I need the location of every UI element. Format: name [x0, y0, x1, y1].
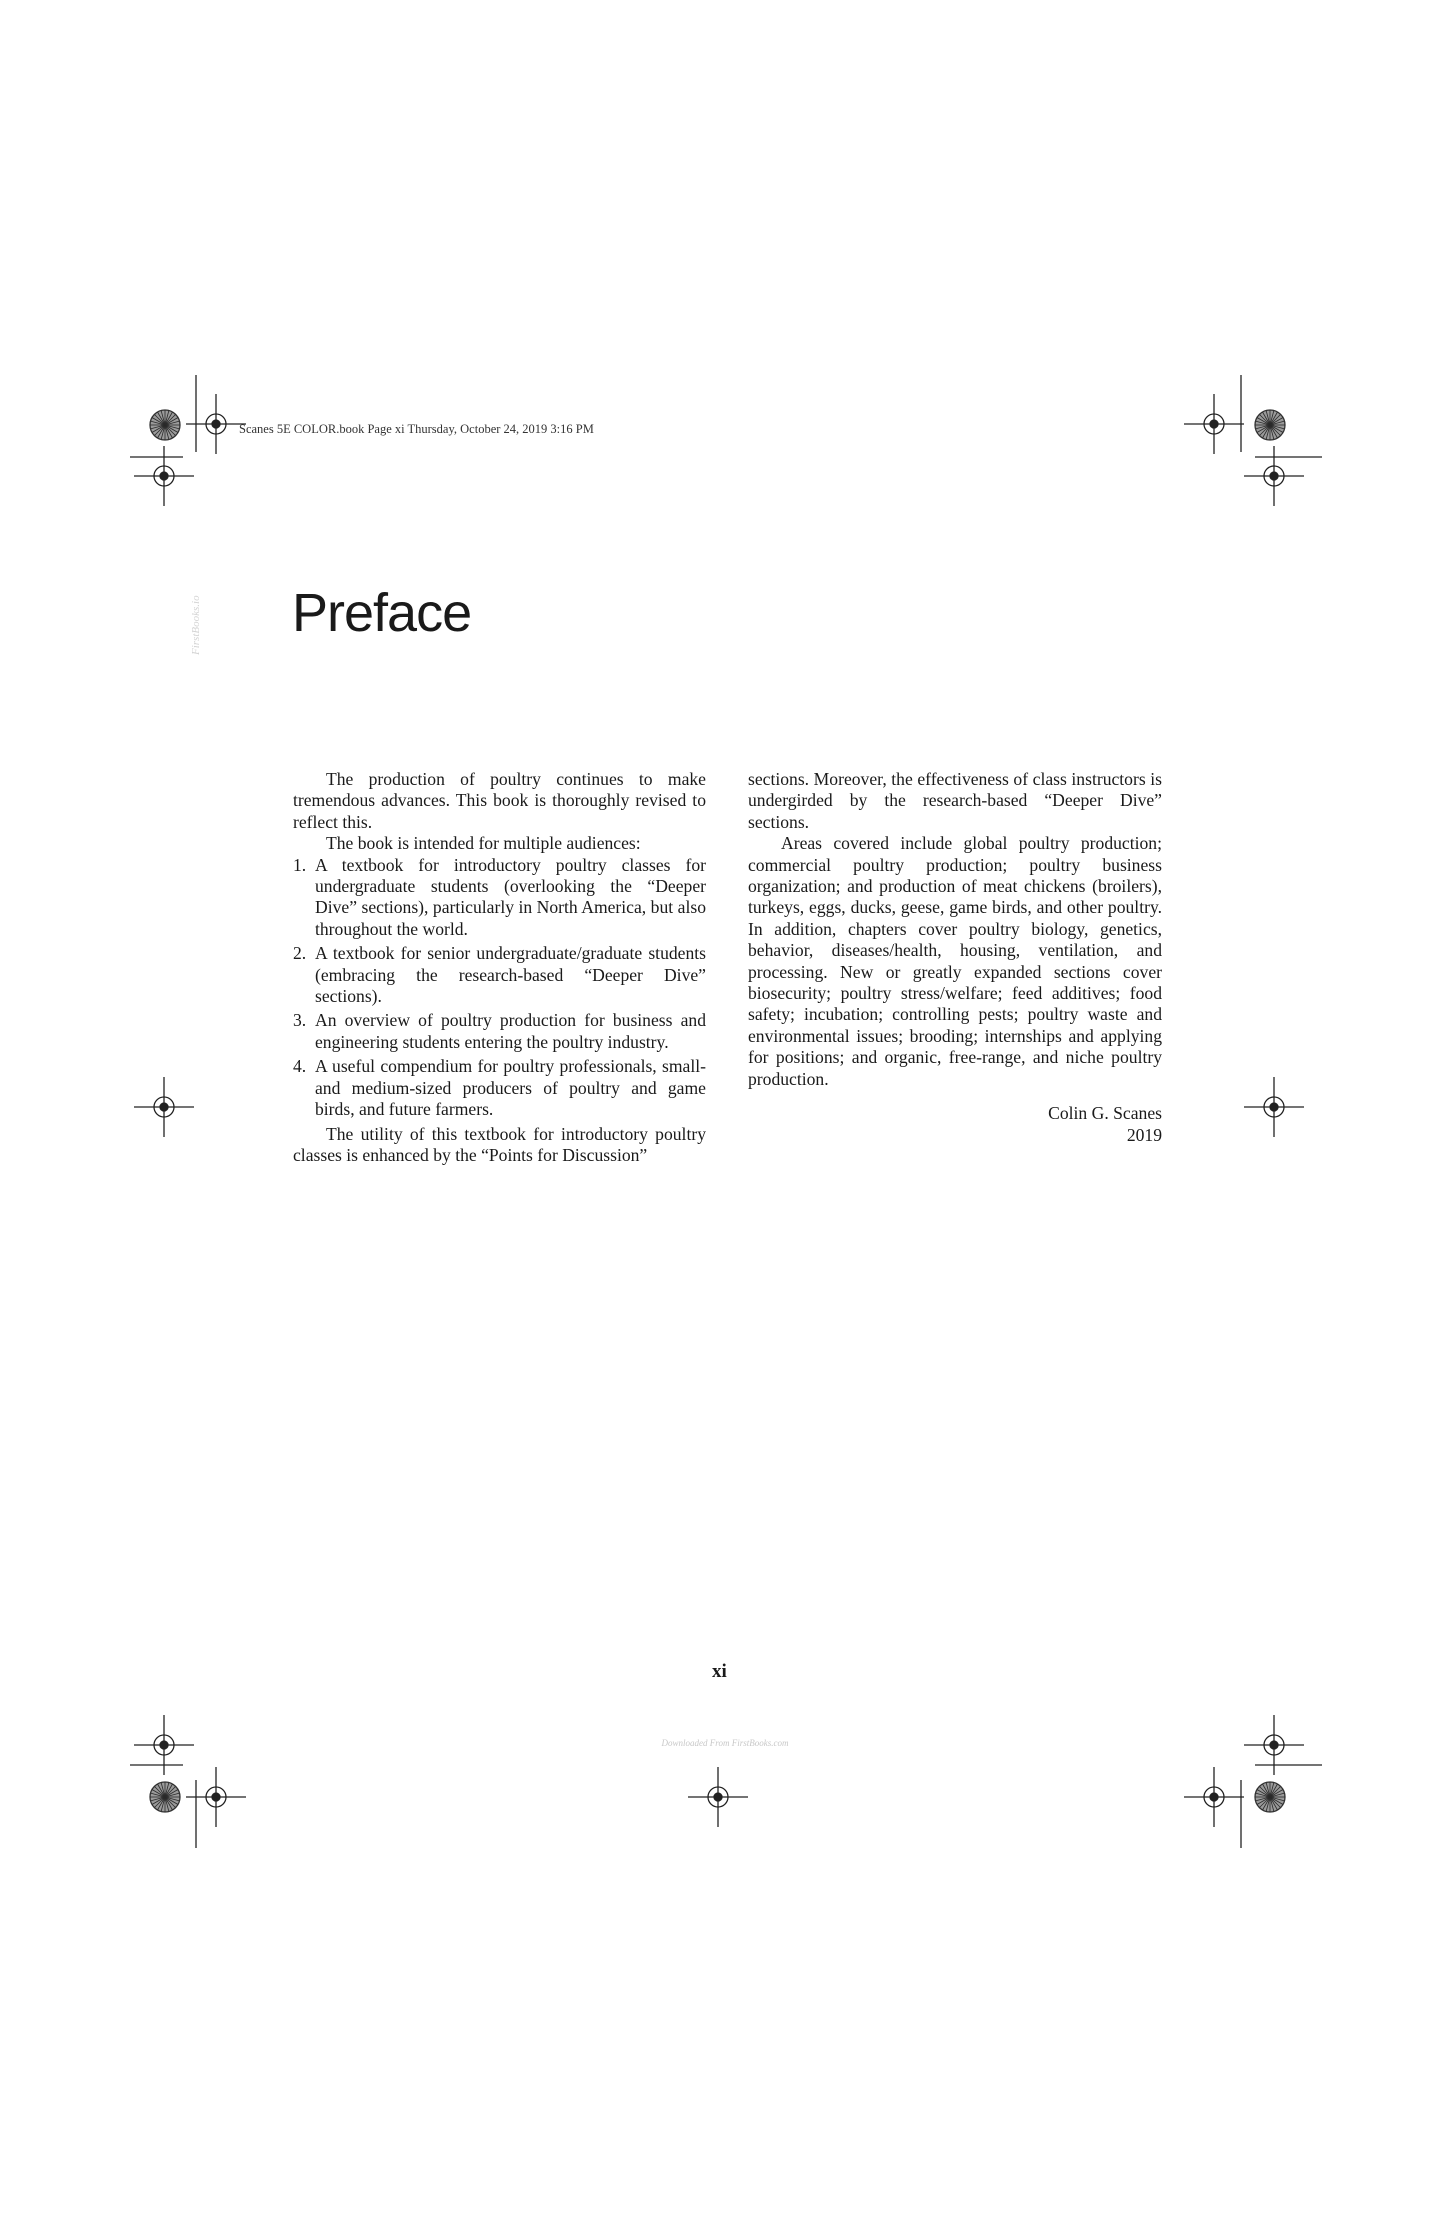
- registration-target-icon: [186, 394, 246, 454]
- continuation-paragraph: sections. Moreover, the effectiveness of class instructors is undergirded by the research-based “Deeper Dive” sections.: [748, 769, 1162, 832]
- registration-target-icon: [1244, 1715, 1304, 1775]
- list-item-number: 4.: [293, 1056, 307, 1077]
- registration-target-icon: [1244, 1077, 1304, 1137]
- slug-line: Scanes 5E COLOR.book Page xi Thursday, October 24, 2019 3:16 PM: [239, 422, 594, 436]
- list-item-number: 2.: [293, 943, 307, 964]
- page-number: xi: [712, 1661, 727, 1682]
- audiences-lead: The book is intended for multiple audiences:: [326, 833, 641, 854]
- list-item: [293, 855, 706, 941]
- registration-target-icon: [186, 1767, 246, 1827]
- bottom-watermark: Downloaded From FirstBooks.com: [661, 1738, 789, 1748]
- list-item: [293, 1010, 706, 1053]
- list-item: [293, 943, 706, 1007]
- color-star-icon: [1255, 1782, 1285, 1812]
- color-star-icon: [1255, 410, 1285, 440]
- registration-target-icon: [134, 1715, 194, 1775]
- list-item-number: 3.: [293, 1010, 307, 1031]
- intro-paragraph: The production of poultry continues to make tremendous advances. This book is thoroughly revised to reflect this.: [293, 769, 706, 832]
- left-column: [293, 769, 706, 1166]
- registration-target-icon: [1184, 394, 1244, 454]
- right-column: [748, 769, 1162, 1146]
- areas-paragraph: Areas covered include global poultry production; commercial poultry production; poultry business organization; and production of meat chickens (broilers), turkeys, eggs, ducks, geese, game birds, and other poultry. In addition, chapters cover poultry biology, genetics, behavior, diseases/health, housing, ventilation, and processing. New or greatly expanded sections cover biosecurity; poultry stress/welfare; feed additives; food safety; incubation; controlling pests; poultry waste and environmental issues; brooding; internships and applying for positions; and organic, free-range, and niche poultry production.: [748, 833, 1162, 1089]
- signature-year: 2019: [1126, 1124, 1162, 1145]
- list-item: [293, 1056, 706, 1120]
- audiences-list: [293, 855, 706, 1121]
- list-item-text: A textbook for introductory poultry classes for undergraduate students (overlooking the “Deeper Dive” sections), particularly in North America, but also throughout the world.: [315, 854, 706, 939]
- page-title: Preface: [292, 583, 472, 643]
- side-watermark: FirstBooks.io: [190, 595, 202, 655]
- list-item-number: 1.: [293, 854, 307, 875]
- signature-block: [748, 1103, 1162, 1146]
- list-item-text: A textbook for senior undergraduate/graduate students (embracing the research-based “Deeper Dive” sections).: [315, 943, 706, 1007]
- color-star-icon: [150, 410, 180, 440]
- list-item-text: A useful compendium for poultry professionals, small- and medium-sized producers of poultry and game birds, and future farmers.: [315, 1056, 706, 1120]
- utility-paragraph: The utility of this textbook for introductory poultry classes is enhanced by the “Points for Discussion”: [293, 1123, 706, 1165]
- registration-target-icon: [1184, 1767, 1244, 1827]
- list-item-text: An overview of poultry production for business and engineering students entering the poultry industry.: [315, 1010, 706, 1052]
- color-star-icon: [150, 1782, 180, 1812]
- registration-target-icon: [134, 1077, 194, 1137]
- registration-target-icon: [134, 446, 194, 506]
- registration-target-icon: [1244, 446, 1304, 506]
- author-name: Colin G. Scanes: [1048, 1103, 1162, 1124]
- registration-target-icon: [688, 1767, 748, 1827]
